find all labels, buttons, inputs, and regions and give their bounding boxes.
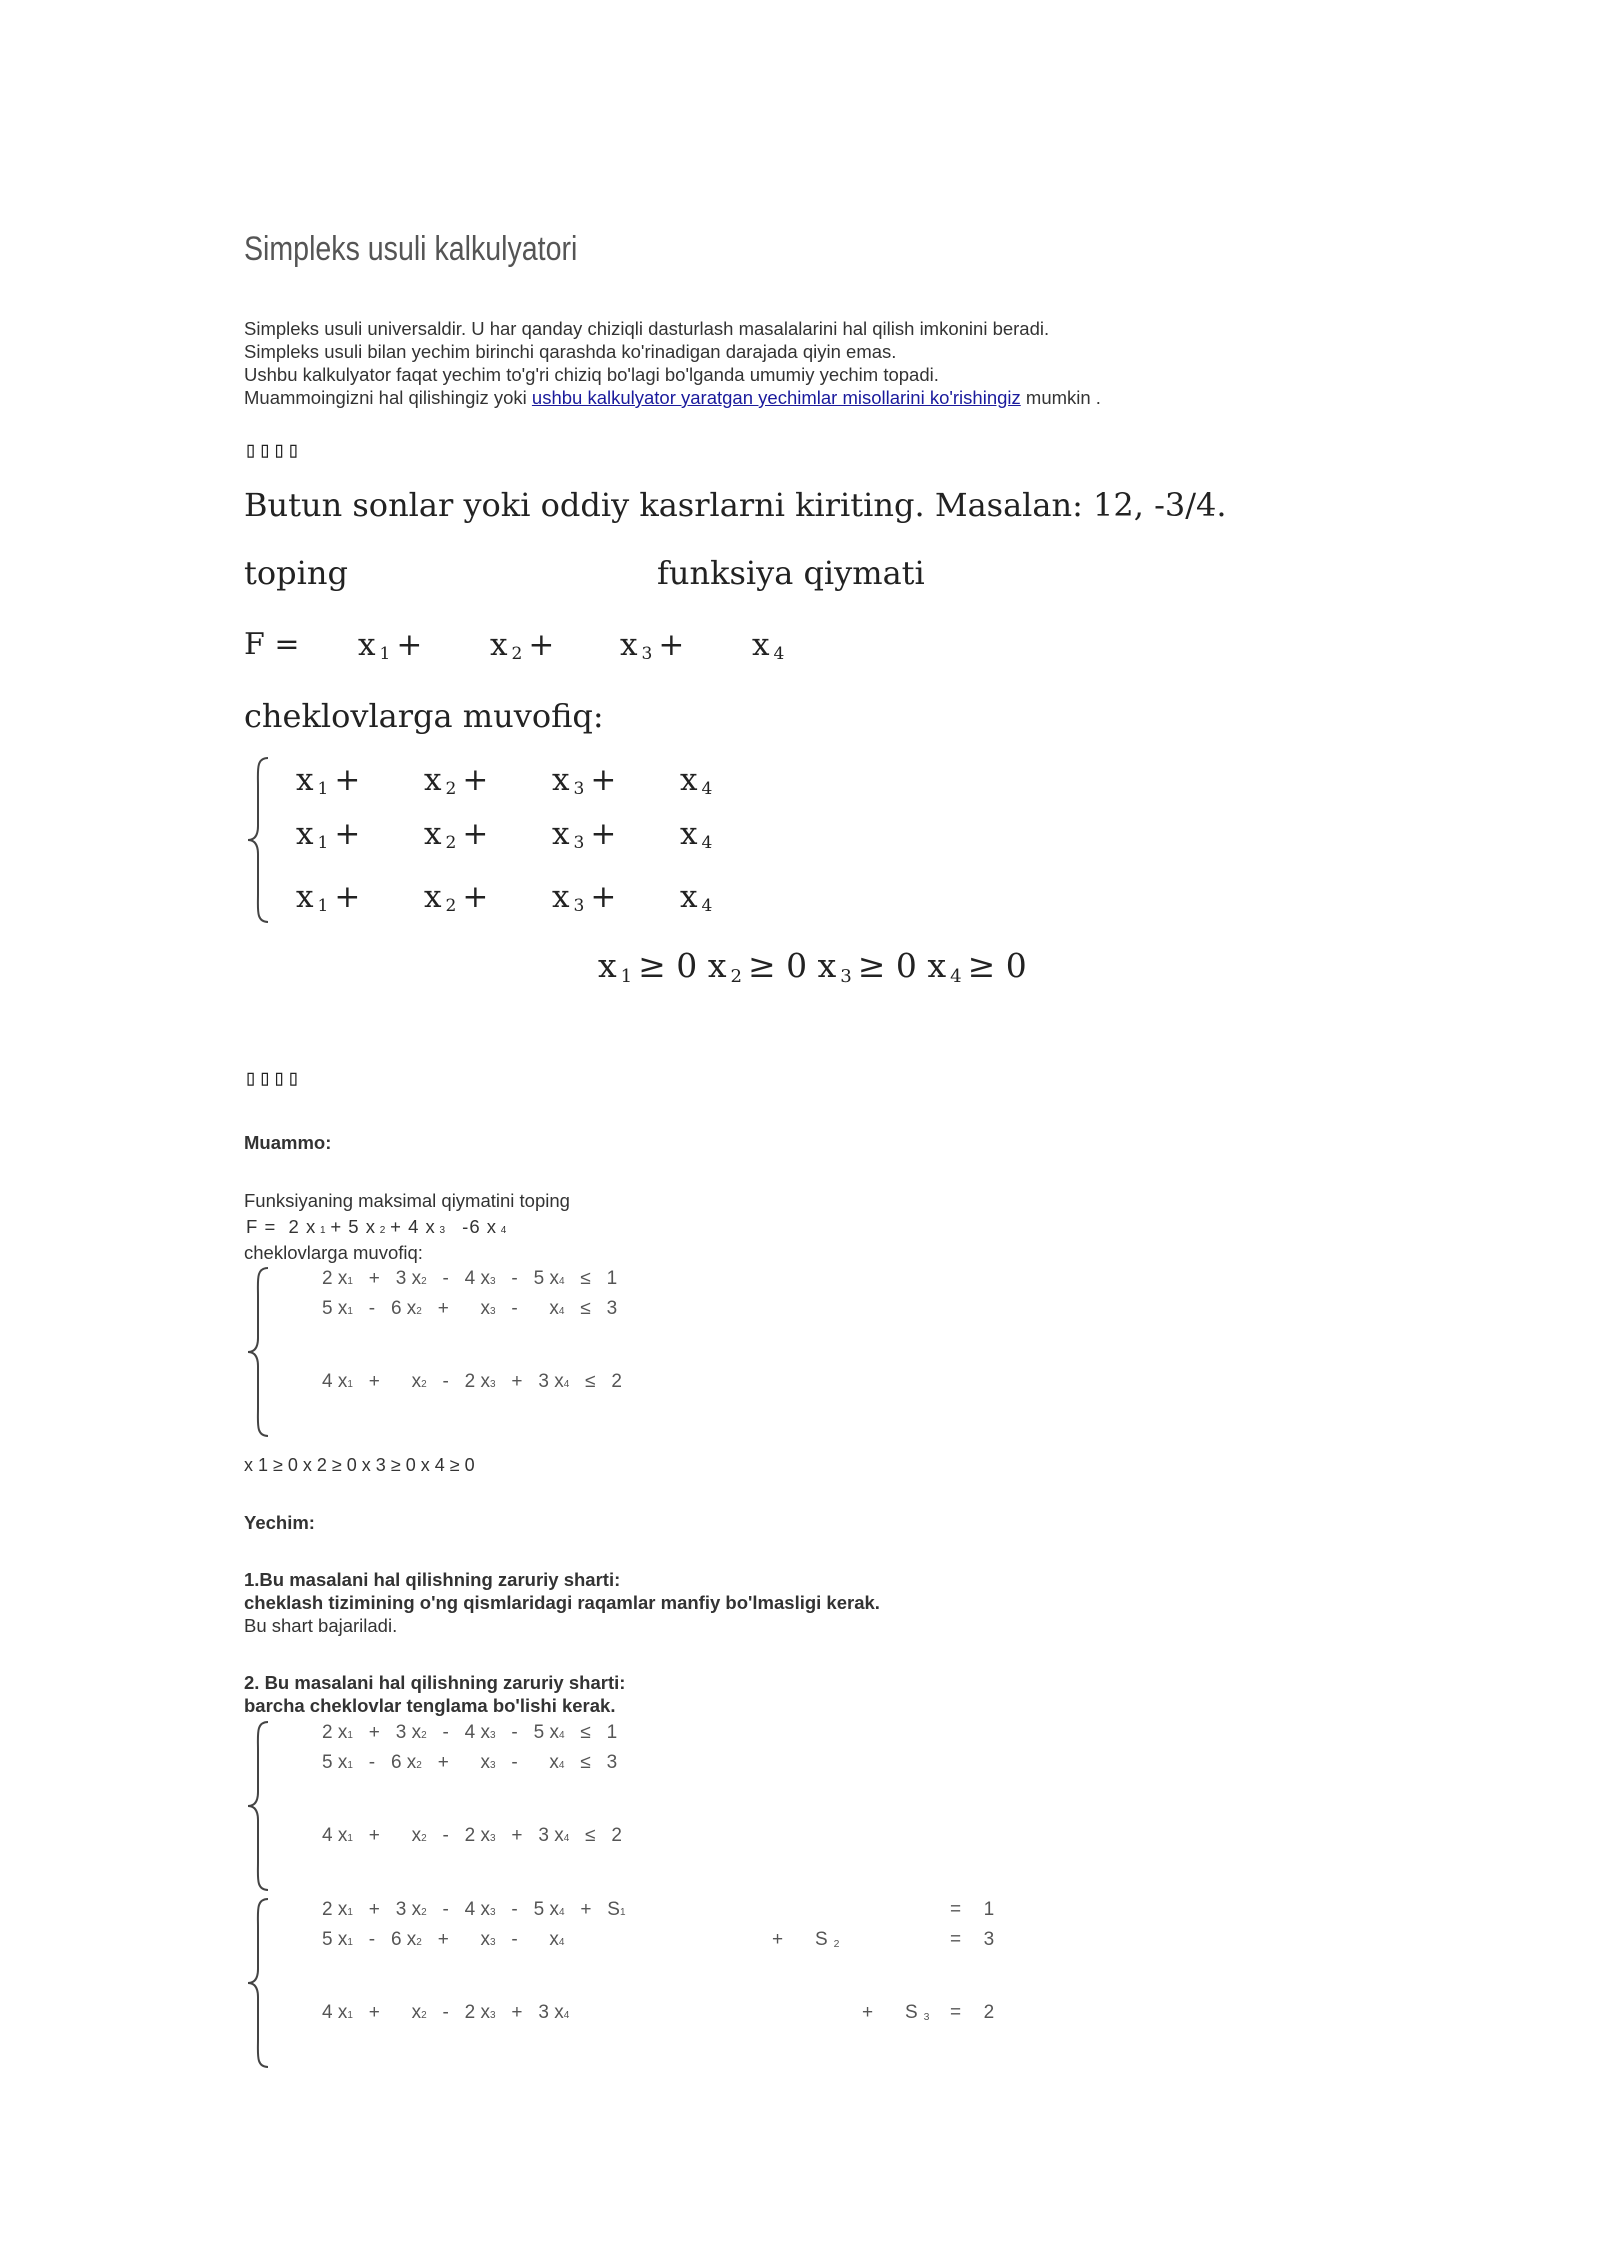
- intro-line-4-text: Muammoingizni hal qilishingiz yoki: [244, 387, 532, 408]
- intro-line-2: Simpleks usuli bilan yechim birinchi qarashda ko'rinadigan darajada qiyin emas.: [244, 341, 897, 362]
- objective-function: F = 2 x 1 + 5 x 2 + 4 x 3 -6 x 4: [246, 1216, 508, 1237]
- sys1-row-3: 4 x1 + x2 - 2 x3 + 3 x4 ≤ 2: [322, 1371, 622, 1392]
- c1-term-1: x $_1$ +: [296, 762, 361, 800]
- example-brace-2: [244, 1720, 272, 1892]
- sys3-row-2-slack: + S 2: [772, 1929, 840, 1951]
- constraints-label: cheklovlarga muvofiq:: [244, 697, 604, 735]
- intro-line-4-tail: mumkin .: [1020, 387, 1101, 408]
- input-instruction: Butun sonlar yoki oddiy kasrlarni kiriting. Masalan: 12, -3/4.: [244, 486, 1227, 524]
- c3-term-3: x $_3$ +: [552, 879, 617, 917]
- find-max-text: Funksiyaning maksimal qiymatini toping: [244, 1190, 570, 1211]
- objective-term-2: x $_2$ +: [490, 627, 555, 665]
- objective-term-3: x $_3$ +: [620, 627, 685, 665]
- c3-term-4: x $_4$: [680, 879, 713, 917]
- page-title: Simpleks usuli kalkulyatori: [244, 230, 578, 268]
- constraints-brace: [244, 756, 272, 924]
- c3-term-2: x $_2$ +: [424, 879, 489, 917]
- step-2-condition: barcha cheklovlar tenglama bo'lishi kerak.: [244, 1695, 616, 1716]
- step-1-condition: cheklash tizimining o'ng qismlaridagi raqamlar manfiy bo'lmasligi kerak.: [244, 1592, 880, 1613]
- c2-term-3: x $_3$ +: [552, 816, 617, 854]
- find-label: toping: [244, 554, 348, 592]
- sys2-row-1: 2 x1 + 3 x2 - 4 x3 - 5 x4 ≤ 1: [322, 1722, 618, 1743]
- c2-term-1: x $_1$ +: [296, 816, 361, 854]
- c3-term-1: x $_1$ +: [296, 879, 361, 917]
- solution-heading: Yechim:: [244, 1512, 315, 1533]
- sys3-row-3-rhs: = 2: [950, 2002, 999, 2023]
- sys3-row-3: 4 x1 + x2 - 2 x3 + 3 x4: [322, 2002, 570, 2023]
- example-brace-1: [244, 1266, 272, 1438]
- problem-heading: Muammo:: [244, 1132, 332, 1153]
- sys3-row-1-rhs: = 1: [950, 1899, 999, 1920]
- sys3-row-2: 5 x1 - 6 x2 + x3 - x4: [322, 1929, 565, 1950]
- c2-term-4: x $_4$: [680, 816, 713, 854]
- step-2-title: 2. Bu masalani hal qilishning zaruriy sharti:: [244, 1672, 626, 1693]
- objective-f-label: F =: [244, 627, 300, 662]
- sys3-row-1: 2 x1 + 3 x2 - 4 x3 - 5 x4 + S1: [322, 1899, 626, 1920]
- function-value-label: funksiya qiymati: [657, 554, 925, 592]
- sys1-row-2: 5 x1 - 6 x2 + x3 - x4 ≤ 3: [322, 1298, 618, 1319]
- sys2-row-2: 5 x1 - 6 x2 + x3 - x4 ≤ 3: [322, 1752, 618, 1773]
- example-brace-3: [244, 1897, 272, 2069]
- step-1-title: 1.Bu masalani hal qilishning zaruriy sharti:: [244, 1569, 621, 1590]
- c1-term-4: x $_4$: [680, 762, 713, 800]
- missing-glyphs-2: ▯▯▯▯: [244, 1066, 301, 1091]
- c1-term-2: x $_2$ +: [424, 762, 489, 800]
- step-1: [244, 1568, 880, 1637]
- nonnegativity-constraints: x $_1$ ≥ 0 x $_2$ ≥ 0 x $_3$ ≥ 0 x $_4$ ≥ 0: [598, 946, 1027, 987]
- objective-term-4: x $_4$: [752, 627, 785, 665]
- constraints-label-2: cheklovlarga muvofiq:: [244, 1242, 423, 1263]
- c2-term-2: x $_2$ +: [424, 816, 489, 854]
- objective-term-1: x $_1$ +: [358, 627, 423, 665]
- sys3-row-2-rhs: = 3: [950, 1929, 999, 1950]
- c1-term-3: x $_3$ +: [552, 762, 617, 800]
- sys3-row-3-slack: + S 3: [862, 2002, 930, 2024]
- missing-glyphs-1: ▯▯▯▯: [244, 438, 301, 463]
- intro-text: [244, 317, 1101, 409]
- sys1-row-1: 2 x1 + 3 x2 - 4 x3 - 5 x4 ≤ 1: [322, 1268, 618, 1289]
- sys2-row-3: 4 x1 + x2 - 2 x3 + 3 x4 ≤ 2: [322, 1825, 622, 1846]
- intro-line-3: Ushbu kalkulyator faqat yechim to'g'ri chiziq bo'lagi bo'lganda umumiy yechim topadi.: [244, 364, 939, 385]
- intro-line-4: [244, 386, 1101, 409]
- nonnegativity-line: x 1 ≥ 0 x 2 ≥ 0 x 3 ≥ 0 x 4 ≥ 0: [244, 1455, 475, 1475]
- step-2: [244, 1671, 625, 1717]
- step-1-result: Bu shart bajariladi.: [244, 1615, 398, 1636]
- intro-line-1: Simpleks usuli universaldir. U har qanday chiziqli dasturlash masalalarini hal qilish imkonini beradi.: [244, 318, 1050, 339]
- examples-link[interactable]: ushbu kalkulyator yaratgan yechimlar misollarini ko'rishingiz: [531, 387, 1021, 408]
